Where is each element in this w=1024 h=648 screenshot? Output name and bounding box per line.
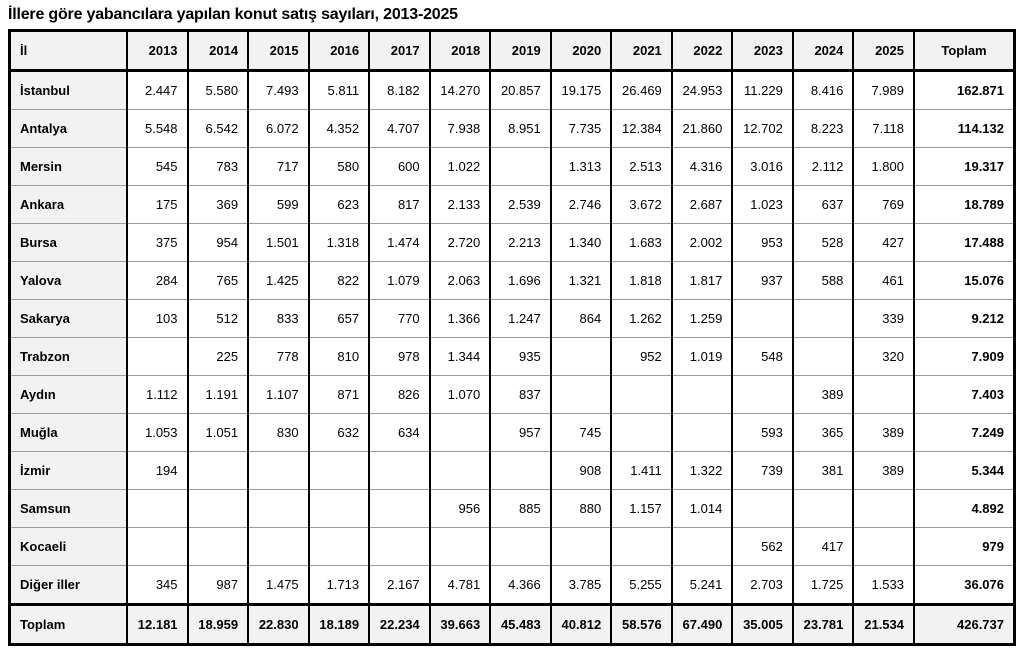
data-cell: 1.696	[490, 262, 551, 300]
row-total-cell: 162.871	[914, 71, 1015, 110]
data-cell: 11.229	[732, 71, 793, 110]
table-row	[10, 224, 1015, 262]
data-cell	[127, 528, 188, 566]
footer-label: Toplam	[10, 605, 128, 645]
column-header-year: 2017	[369, 31, 430, 71]
data-cell: 2.213	[490, 224, 551, 262]
data-cell: 5.548	[127, 110, 188, 148]
data-cell: 1.247	[490, 300, 551, 338]
data-cell: 8.416	[793, 71, 854, 110]
row-total-cell: 7.249	[914, 414, 1015, 452]
footer-cell: 22.234	[369, 605, 430, 645]
data-cell: 1.313	[551, 148, 612, 186]
data-cell	[430, 414, 491, 452]
column-header-year: 2019	[490, 31, 551, 71]
data-cell: 528	[793, 224, 854, 262]
data-cell: 26.469	[611, 71, 672, 110]
data-cell: 375	[127, 224, 188, 262]
data-cell: 12.702	[732, 110, 793, 148]
data-cell	[188, 490, 249, 528]
data-cell: 871	[309, 376, 370, 414]
data-cell: 1.262	[611, 300, 672, 338]
row-label: Mersin	[10, 148, 128, 186]
data-cell: 885	[490, 490, 551, 528]
data-cell: 20.857	[490, 71, 551, 110]
data-cell	[490, 148, 551, 186]
row-label: Ankara	[10, 186, 128, 224]
table-footer	[10, 605, 1015, 645]
data-cell: 4.352	[309, 110, 370, 148]
column-header-year: 2025	[853, 31, 914, 71]
data-cell: 588	[793, 262, 854, 300]
table-row	[10, 490, 1015, 528]
data-cell: 632	[309, 414, 370, 452]
data-cell: 1.022	[430, 148, 491, 186]
column-header-total: Toplam	[914, 31, 1015, 71]
data-cell: 320	[853, 338, 914, 376]
grand-total-cell: 426.737	[914, 605, 1015, 645]
data-cell: 5.811	[309, 71, 370, 110]
data-cell: 1.318	[309, 224, 370, 262]
data-cell: 225	[188, 338, 249, 376]
table-row	[10, 148, 1015, 186]
data-cell: 2.539	[490, 186, 551, 224]
column-header-year: 2021	[611, 31, 672, 71]
data-cell: 1.321	[551, 262, 612, 300]
data-cell: 2.133	[430, 186, 491, 224]
data-cell	[309, 452, 370, 490]
data-cell: 826	[369, 376, 430, 414]
table-row	[10, 376, 1015, 414]
data-cell	[490, 528, 551, 566]
data-cell: 5.255	[611, 566, 672, 605]
data-cell: 1.411	[611, 452, 672, 490]
data-cell: 339	[853, 300, 914, 338]
data-cell: 1.322	[672, 452, 733, 490]
data-cell: 24.953	[672, 71, 733, 110]
data-cell	[490, 452, 551, 490]
column-header-year: 2023	[732, 31, 793, 71]
row-label: Antalya	[10, 110, 128, 148]
row-label: Aydın	[10, 376, 128, 414]
data-cell: 8.182	[369, 71, 430, 110]
row-label: Diğer iller	[10, 566, 128, 605]
data-cell: 817	[369, 186, 430, 224]
row-label: Trabzon	[10, 338, 128, 376]
data-cell	[672, 414, 733, 452]
data-cell: 580	[309, 148, 370, 186]
data-cell: 1.259	[672, 300, 733, 338]
data-cell: 4.781	[430, 566, 491, 605]
footer-cell: 58.576	[611, 605, 672, 645]
footer-cell: 35.005	[732, 605, 793, 645]
data-cell: 769	[853, 186, 914, 224]
data-cell: 12.384	[611, 110, 672, 148]
table-header-row	[10, 31, 1015, 71]
data-cell: 1.053	[127, 414, 188, 452]
data-cell	[732, 490, 793, 528]
data-cell: 745	[551, 414, 612, 452]
row-label: Bursa	[10, 224, 128, 262]
data-cell: 830	[248, 414, 309, 452]
footer-cell: 23.781	[793, 605, 854, 645]
data-cell	[551, 376, 612, 414]
data-cell: 778	[248, 338, 309, 376]
row-label: İstanbul	[10, 71, 128, 110]
data-cell	[551, 528, 612, 566]
row-total-cell: 5.344	[914, 452, 1015, 490]
data-cell: 8.951	[490, 110, 551, 148]
data-cell	[188, 528, 249, 566]
data-cell: 545	[127, 148, 188, 186]
data-cell: 7.938	[430, 110, 491, 148]
data-cell: 1.475	[248, 566, 309, 605]
data-cell: 2.447	[127, 71, 188, 110]
column-header-year: 2018	[430, 31, 491, 71]
data-cell: 7.989	[853, 71, 914, 110]
data-cell: 21.860	[672, 110, 733, 148]
data-cell: 765	[188, 262, 249, 300]
row-label: Yalova	[10, 262, 128, 300]
data-cell: 637	[793, 186, 854, 224]
row-total-cell: 36.076	[914, 566, 1015, 605]
data-cell: 1.533	[853, 566, 914, 605]
data-cell: 1.818	[611, 262, 672, 300]
data-cell: 8.223	[793, 110, 854, 148]
data-cell: 3.016	[732, 148, 793, 186]
data-cell: 284	[127, 262, 188, 300]
footer-cell: 18.959	[188, 605, 249, 645]
data-cell: 103	[127, 300, 188, 338]
data-cell: 6.542	[188, 110, 249, 148]
data-cell	[672, 528, 733, 566]
table-row	[10, 300, 1015, 338]
data-cell: 952	[611, 338, 672, 376]
data-cell: 1.023	[732, 186, 793, 224]
data-cell: 345	[127, 566, 188, 605]
row-total-cell: 979	[914, 528, 1015, 566]
row-total-cell: 17.488	[914, 224, 1015, 262]
data-cell	[369, 452, 430, 490]
column-header-year: 2020	[551, 31, 612, 71]
data-cell: 1.051	[188, 414, 249, 452]
data-cell	[188, 452, 249, 490]
data-cell: 1.683	[611, 224, 672, 262]
row-label: Sakarya	[10, 300, 128, 338]
column-header-year: 2015	[248, 31, 309, 71]
data-cell: 461	[853, 262, 914, 300]
data-cell: 1.112	[127, 376, 188, 414]
data-cell: 1.191	[188, 376, 249, 414]
data-cell: 2.720	[430, 224, 491, 262]
data-cell: 1.157	[611, 490, 672, 528]
data-cell: 2.063	[430, 262, 491, 300]
data-cell	[430, 528, 491, 566]
data-cell: 1.366	[430, 300, 491, 338]
data-cell: 908	[551, 452, 612, 490]
data-cell	[248, 452, 309, 490]
data-cell: 369	[188, 186, 249, 224]
data-cell: 3.672	[611, 186, 672, 224]
data-cell: 956	[430, 490, 491, 528]
data-cell	[611, 376, 672, 414]
data-cell	[248, 490, 309, 528]
table-row	[10, 566, 1015, 605]
data-cell: 2.167	[369, 566, 430, 605]
table-row	[10, 452, 1015, 490]
row-label: Kocaeli	[10, 528, 128, 566]
footer-cell: 39.663	[430, 605, 491, 645]
data-cell: 954	[188, 224, 249, 262]
data-cell: 19.175	[551, 71, 612, 110]
data-cell: 837	[490, 376, 551, 414]
data-cell: 512	[188, 300, 249, 338]
data-cell: 634	[369, 414, 430, 452]
data-cell: 1.713	[309, 566, 370, 605]
table-row	[10, 262, 1015, 300]
data-cell: 1.014	[672, 490, 733, 528]
data-cell	[369, 528, 430, 566]
data-cell: 1.425	[248, 262, 309, 300]
data-cell	[853, 376, 914, 414]
data-cell: 4.707	[369, 110, 430, 148]
data-cell: 739	[732, 452, 793, 490]
data-cell: 623	[309, 186, 370, 224]
data-cell: 417	[793, 528, 854, 566]
data-cell: 2.112	[793, 148, 854, 186]
table-footer-row	[10, 605, 1015, 645]
row-total-cell: 114.132	[914, 110, 1015, 148]
data-cell: 810	[309, 338, 370, 376]
data-cell: 833	[248, 300, 309, 338]
table-row	[10, 414, 1015, 452]
column-header-year: 2016	[309, 31, 370, 71]
data-cell	[127, 338, 188, 376]
data-cell: 1.019	[672, 338, 733, 376]
data-cell: 381	[793, 452, 854, 490]
data-cell: 7.735	[551, 110, 612, 148]
row-label: İzmir	[10, 452, 128, 490]
table-row	[10, 71, 1015, 110]
data-cell	[672, 376, 733, 414]
column-header-year: 2024	[793, 31, 854, 71]
data-cell: 5.241	[672, 566, 733, 605]
data-cell: 957	[490, 414, 551, 452]
data-cell: 548	[732, 338, 793, 376]
column-header-il: İl	[10, 31, 128, 71]
footer-cell: 18.189	[309, 605, 370, 645]
footer-cell: 21.534	[853, 605, 914, 645]
data-cell: 1.070	[430, 376, 491, 414]
housing-sales-table	[8, 29, 1016, 646]
table-row	[10, 186, 1015, 224]
data-cell: 937	[732, 262, 793, 300]
row-label: Samsun	[10, 490, 128, 528]
data-cell: 14.270	[430, 71, 491, 110]
data-cell: 389	[793, 376, 854, 414]
data-cell: 6.072	[248, 110, 309, 148]
row-total-cell: 4.892	[914, 490, 1015, 528]
data-cell	[732, 300, 793, 338]
data-cell: 562	[732, 528, 793, 566]
data-cell: 600	[369, 148, 430, 186]
data-cell: 657	[309, 300, 370, 338]
data-cell: 389	[853, 414, 914, 452]
row-total-cell: 18.789	[914, 186, 1015, 224]
data-cell: 1.725	[793, 566, 854, 605]
data-cell: 175	[127, 186, 188, 224]
data-cell	[793, 300, 854, 338]
table-header	[10, 31, 1015, 71]
data-cell	[430, 452, 491, 490]
data-cell: 7.118	[853, 110, 914, 148]
data-cell: 1.800	[853, 148, 914, 186]
data-cell: 935	[490, 338, 551, 376]
data-cell: 1.344	[430, 338, 491, 376]
data-cell: 389	[853, 452, 914, 490]
footer-cell: 45.483	[490, 605, 551, 645]
data-cell: 953	[732, 224, 793, 262]
footer-cell: 40.812	[551, 605, 612, 645]
data-cell: 1.474	[369, 224, 430, 262]
data-cell: 864	[551, 300, 612, 338]
data-cell: 783	[188, 148, 249, 186]
data-cell: 2.703	[732, 566, 793, 605]
data-cell	[611, 528, 672, 566]
data-cell	[793, 338, 854, 376]
column-header-year: 2014	[188, 31, 249, 71]
data-cell	[551, 338, 612, 376]
data-cell: 2.687	[672, 186, 733, 224]
column-header-year: 2022	[672, 31, 733, 71]
data-cell: 599	[248, 186, 309, 224]
table-row	[10, 338, 1015, 376]
data-cell	[793, 490, 854, 528]
data-cell	[853, 528, 914, 566]
column-header-year: 2013	[127, 31, 188, 71]
data-cell	[853, 490, 914, 528]
table-row	[10, 110, 1015, 148]
data-cell: 2.513	[611, 148, 672, 186]
data-cell: 978	[369, 338, 430, 376]
data-cell	[248, 528, 309, 566]
data-cell: 5.580	[188, 71, 249, 110]
data-cell: 822	[309, 262, 370, 300]
data-cell: 2.002	[672, 224, 733, 262]
data-cell: 1.107	[248, 376, 309, 414]
data-cell: 4.316	[672, 148, 733, 186]
data-cell	[369, 490, 430, 528]
data-cell: 1.817	[672, 262, 733, 300]
data-cell: 880	[551, 490, 612, 528]
data-cell: 717	[248, 148, 309, 186]
data-cell: 365	[793, 414, 854, 452]
data-cell: 1.079	[369, 262, 430, 300]
row-total-cell: 7.403	[914, 376, 1015, 414]
data-cell: 2.746	[551, 186, 612, 224]
footer-cell: 12.181	[127, 605, 188, 645]
table-body	[10, 71, 1015, 605]
data-cell: 987	[188, 566, 249, 605]
row-label: Muğla	[10, 414, 128, 452]
data-cell	[309, 528, 370, 566]
data-cell: 7.493	[248, 71, 309, 110]
data-cell: 427	[853, 224, 914, 262]
page-title: İllere göre yabancılara yapılan konut satış sayıları, 2013-2025	[8, 6, 458, 23]
data-cell: 593	[732, 414, 793, 452]
data-cell	[732, 376, 793, 414]
data-cell: 1.340	[551, 224, 612, 262]
row-total-cell: 15.076	[914, 262, 1015, 300]
data-cell: 3.785	[551, 566, 612, 605]
footer-cell: 67.490	[672, 605, 733, 645]
row-total-cell: 7.909	[914, 338, 1015, 376]
footer-cell: 22.830	[248, 605, 309, 645]
table-row	[10, 528, 1015, 566]
data-cell	[309, 490, 370, 528]
data-cell	[611, 414, 672, 452]
data-cell: 194	[127, 452, 188, 490]
data-cell	[127, 490, 188, 528]
data-cell: 4.366	[490, 566, 551, 605]
data-cell: 1.501	[248, 224, 309, 262]
row-total-cell: 9.212	[914, 300, 1015, 338]
row-total-cell: 19.317	[914, 148, 1015, 186]
data-cell: 770	[369, 300, 430, 338]
